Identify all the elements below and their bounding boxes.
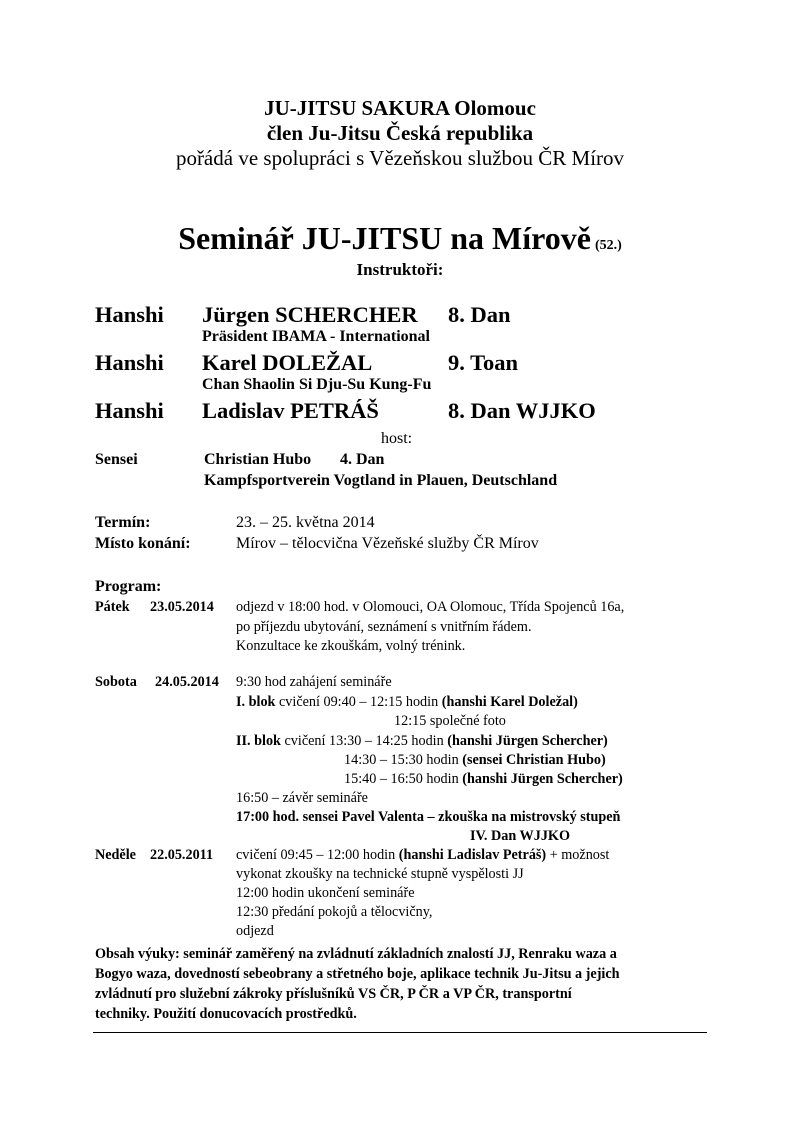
- bottom-rule: [93, 1032, 707, 1033]
- friday-date: 23.05.2014: [150, 599, 214, 615]
- guest-label: host:: [381, 430, 413, 447]
- term-label: Termín:: [95, 514, 151, 531]
- instructor-2-name: Karel DOLEŽAL: [202, 350, 373, 375]
- friday-line-3: Konzultace ke zkouškám, volný trénink.: [236, 638, 466, 654]
- page-title: [0, 220, 800, 257]
- guest-grade: 4. Dan: [340, 451, 385, 468]
- slot-3-time: 15:40 – 16:50 hodin: [344, 771, 463, 787]
- guest-rank: Sensei: [95, 451, 138, 468]
- instructor-2-note: Chan Shaolin Si Dju-Su Kung-Fu: [202, 376, 432, 393]
- instructor-3-name: Ladislav PETRÁŠ: [202, 398, 379, 423]
- instructors-heading: Instruktoři:: [356, 260, 444, 279]
- instructor-2-grade: 9. Toan: [448, 350, 519, 375]
- instructor-1-note: Präsident IBAMA - International: [202, 328, 430, 345]
- slot-2-instructor: (sensei Christian Hubo): [462, 752, 606, 768]
- slot-3-instructor: (hanshi Jürgen Schercher): [462, 771, 623, 787]
- slot-2-time: 14:30 – 15:30 hodin: [344, 752, 463, 768]
- title-number: (52.): [594, 238, 622, 253]
- saturday-date: 24.05.2014: [155, 674, 219, 690]
- guest-name: Christian Hubo: [204, 451, 312, 468]
- sunday-day: Neděle: [95, 847, 136, 863]
- instructor-2-rank: Hanshi: [95, 350, 164, 375]
- saturday-slot-3: [344, 771, 623, 788]
- program-heading: Program:: [95, 578, 162, 595]
- saturday-block-2: [236, 733, 608, 750]
- title-main: Seminář JU-JITSU na Mírově: [178, 220, 591, 256]
- membership-line: člen Ju-Jitsu Česká republika: [266, 121, 534, 145]
- block-1-label: I. blok: [236, 694, 276, 710]
- saturday-exam-grade: IV. Dan WJJKO: [470, 828, 570, 844]
- sunday-training: cvičení 09:45 – 12:00 hodin: [236, 847, 399, 863]
- saturday-day: Sobota: [95, 674, 137, 690]
- saturday-slot-2: [344, 752, 606, 769]
- sunday-line-3: 12:00 hodin ukončení semináře: [236, 885, 415, 901]
- place-value: Mírov – tělocvična Vězeňské služby ČR Mírov: [236, 535, 539, 552]
- content-line-4: techniky. Použití donucovacích prostředků.: [95, 1006, 357, 1022]
- instructor-1-name: Jürgen SCHERCHER: [202, 302, 418, 327]
- sunday-line-5: odjezd: [236, 923, 274, 939]
- sunday-line-2: vykonat zkoušky na technické stupně vyspělosti JJ: [236, 866, 524, 882]
- content-line-1: Obsah výuky: seminář zaměřený na zvládnutí základních znalostí JJ, Renraku waza a: [95, 946, 617, 962]
- instructor-1-grade: 8. Dan: [448, 302, 511, 327]
- saturday-block-1: [236, 694, 578, 711]
- instructor-1-rank: Hanshi: [95, 302, 164, 327]
- block-1-time: cvičení 09:40 – 12:15 hodin: [275, 694, 442, 710]
- friday-line-1: odjezd v 18:00 hod. v Olomouci, OA Olomouc, Třída Spojenců 16a,: [236, 599, 625, 615]
- sunday-line-1: [236, 847, 609, 864]
- sunday-instructor: (hanshi Ladislav Petráš): [398, 847, 547, 863]
- saturday-closing: 16:50 – závěr semináře: [236, 790, 368, 806]
- block-2-label: II. blok: [236, 733, 281, 749]
- sunday-line-4: 12:30 předání pokojů a tělocvičny,: [236, 904, 433, 920]
- sunday-option: + možnost: [546, 847, 610, 863]
- guest-club: Kampfsportverein Vogtland in Plauen, Deutschland: [204, 472, 558, 489]
- content-line-2: Bogyo waza, dovedností sebeobrany a střetného boje, aplikace technik Ju-Jitsu a jejich: [95, 966, 620, 982]
- block-2-instructor: (hanshi Jürgen Schercher): [447, 733, 608, 749]
- content-line-3: zvládnutí pro služební zákroky příslušníků VS ČR, P ČR a VP ČR, transportní: [95, 986, 572, 1002]
- sunday-date: 22.05.2011: [150, 847, 214, 863]
- friday-day: Pátek: [95, 599, 130, 615]
- friday-line-2: po příjezdu ubytování, seznámení s vnitřním řádem.: [236, 619, 532, 635]
- organizer-name: JU-JITSU SAKURA Olomouc: [264, 96, 536, 120]
- block-2-time: cvičení 13:30 – 14:25 hodin: [280, 733, 448, 749]
- instructor-3-rank: Hanshi: [95, 398, 164, 423]
- cooperation-line: pořádá ve spolupráci s Vězeňskou službou ČR Mírov: [175, 146, 625, 170]
- place-label: Místo konání:: [95, 535, 191, 552]
- instructor-3-grade: 8. Dan WJJKO: [448, 398, 596, 423]
- saturday-opening: 9:30 hod zahájení semináře: [236, 674, 392, 690]
- saturday-photo: 12:15 společné foto: [394, 713, 506, 729]
- saturday-exam: 17:00 hod. sensei Pavel Valenta – zkouška na mistrovský stupeň: [236, 809, 621, 825]
- block-1-instructor: (hanshi Karel Doležal): [441, 694, 578, 710]
- term-value: 23. – 25. května 2014: [236, 514, 375, 531]
